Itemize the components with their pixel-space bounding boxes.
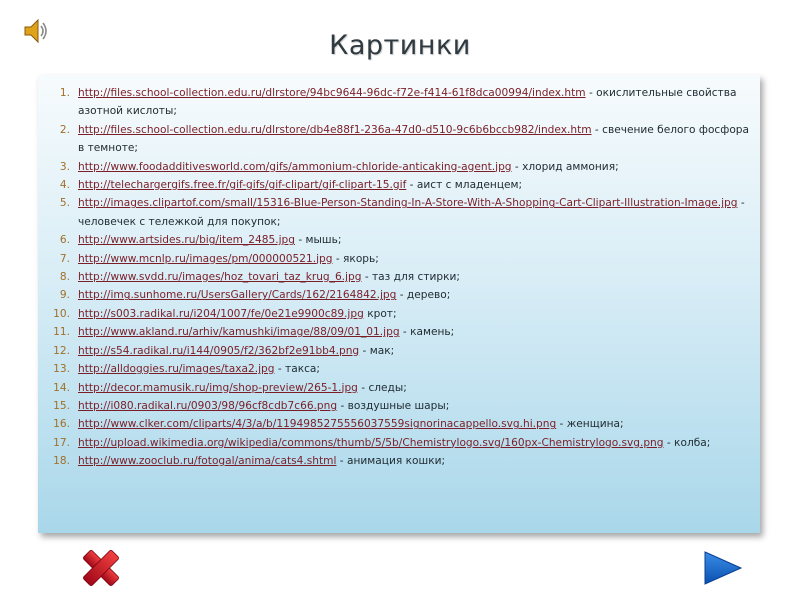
list-item-number: 14. xyxy=(53,381,70,394)
link-description: - мак; xyxy=(359,344,395,357)
link-description: - якорь; xyxy=(332,252,379,265)
link-list-item xyxy=(38,121,760,158)
list-item-number: 11. xyxy=(53,326,70,339)
link-list-item xyxy=(38,250,760,268)
link-url[interactable]: http://www.svdd.ru/images/hoz_tovari_taz_krug_6.jpg xyxy=(78,271,362,284)
close-button[interactable] xyxy=(80,547,122,589)
link-list xyxy=(38,84,760,471)
link-url[interactable]: http://decor.mamusik.ru/img/shop-preview/265-1.jpg xyxy=(78,381,358,394)
link-list-item xyxy=(38,84,760,121)
link-url[interactable]: http://files.school-collection.edu.ru/dlrstore/db4e88f1-236a-47d0-d510-9c6b6bccb982/index.htm xyxy=(78,123,592,136)
link-list-item xyxy=(38,268,760,286)
link-url[interactable]: http://www.akland.ru/arhiv/kamushki/image/88/09/01_01.jpg xyxy=(78,326,400,339)
list-item-number: 17. xyxy=(53,436,70,449)
link-list-item xyxy=(38,379,760,397)
link-description: - камень; xyxy=(399,326,455,339)
link-list-item xyxy=(38,194,760,231)
list-item-number: 12. xyxy=(53,344,70,357)
link-list-item xyxy=(38,452,760,470)
list-item-number: 6. xyxy=(59,234,70,247)
link-list-item xyxy=(38,342,760,360)
link-list-item xyxy=(38,434,760,452)
list-item-number: 8. xyxy=(59,271,70,284)
link-url[interactable]: http://www.artsides.ru/big/item_2485.jpg xyxy=(78,234,295,247)
link-description: - дерево; xyxy=(396,289,451,302)
link-description: - следы; xyxy=(357,381,407,394)
slide-title: Картинки xyxy=(329,30,471,61)
list-item-number: 2. xyxy=(59,123,70,136)
link-description: - колба; xyxy=(663,436,711,449)
link-list-item xyxy=(38,231,760,249)
link-description: - таз для стирки; xyxy=(361,271,460,284)
link-url[interactable]: http://www.foodadditivesworld.com/gifs/ammonium-chloride-anticaking-agent.jpg xyxy=(78,160,512,173)
link-list-item xyxy=(38,305,760,323)
link-url[interactable]: http://img.sunhome.ru/UsersGallery/Cards/162/2164842.jpg xyxy=(78,289,397,302)
link-url[interactable]: http://s003.radikal.ru/i204/1007/fe/0e21e9900c89.jpg xyxy=(78,307,364,320)
link-list-item xyxy=(38,286,760,304)
link-list-item xyxy=(38,360,760,378)
link-url[interactable]: http://s54.radikal.ru/i144/0905/f2/362bf2e91bb4.png xyxy=(78,344,360,357)
link-description: - свечение белого фосфора в темноте; xyxy=(78,123,750,155)
link-url[interactable]: http://i080.radikal.ru/0903/98/96cf8cdb7c66.png xyxy=(78,399,338,412)
link-list-item xyxy=(38,415,760,433)
link-description: - воздушные шары; xyxy=(337,399,450,412)
list-item-number: 3. xyxy=(59,160,70,173)
play-triangle-icon xyxy=(703,550,743,586)
link-url[interactable]: http://telechargergifs.free.fr/gif-gifs/gif-clipart/gif-clipart-15.gif xyxy=(78,179,407,192)
list-item-number: 10. xyxy=(53,307,70,320)
link-url[interactable]: http://alldoggies.ru/images/taxa2.jpg xyxy=(78,363,275,376)
link-url[interactable]: http://files.school-collection.edu.ru/dlrstore/94bc9644-96dc-f72e-f414-61f8dca00994/index.htm xyxy=(78,87,586,99)
list-item-number: 5. xyxy=(59,197,70,210)
list-item-number: 18. xyxy=(53,455,70,468)
link-description: - мышь; xyxy=(295,234,342,247)
list-item-number: 15. xyxy=(53,399,70,412)
list-item-number: 16. xyxy=(53,418,70,431)
link-url[interactable]: http://images.clipartof.com/small/15316-Blue-Person-Standing-In-A-Store-With-A-Shopping-Cart-Clipart-Illustration-Image.jpg xyxy=(78,197,738,210)
link-description: - окислительные свойства азотной кислоты; xyxy=(78,87,737,118)
link-description: - анимация кошки; xyxy=(336,455,446,468)
list-item-number: 1. xyxy=(59,87,70,99)
list-item-number: 4. xyxy=(59,179,70,192)
link-url[interactable]: http://www.mcnlp.ru/images/pm/000000521.jpg xyxy=(78,252,333,265)
link-description: крот; xyxy=(363,307,397,320)
link-list-item xyxy=(38,176,760,194)
close-x-icon xyxy=(80,547,122,589)
link-description: - человечек с тележкой для покупок; xyxy=(78,197,745,228)
link-description: - хлорид аммония; xyxy=(511,160,619,173)
link-list-item xyxy=(38,397,760,415)
links-panel xyxy=(38,75,760,533)
link-url[interactable]: http://www.clker.com/cliparts/4/3/a/b/119498527555603755​9signorinacappello.svg.hi.png xyxy=(78,418,557,431)
list-item-number: 13. xyxy=(53,363,70,376)
link-list-item xyxy=(38,158,760,176)
link-url[interactable]: http://upload.wikimedia.org/wikipedia/commons/thumb/5/5b/Chemistrylogo.svg/160px-Chemistrylogo.svg.png xyxy=(78,436,664,449)
list-item-number: 9. xyxy=(59,289,70,302)
list-item-number: 7. xyxy=(59,252,70,265)
link-description: - такса; xyxy=(274,363,320,376)
link-list-item xyxy=(38,323,760,341)
link-url[interactable]: http://www.zooclub.ru/fotogal/anima/cats4.shtml xyxy=(78,455,337,468)
next-button[interactable] xyxy=(703,550,743,586)
link-description: - женщина; xyxy=(556,418,624,431)
link-description: - аист с младенцем; xyxy=(406,179,523,192)
